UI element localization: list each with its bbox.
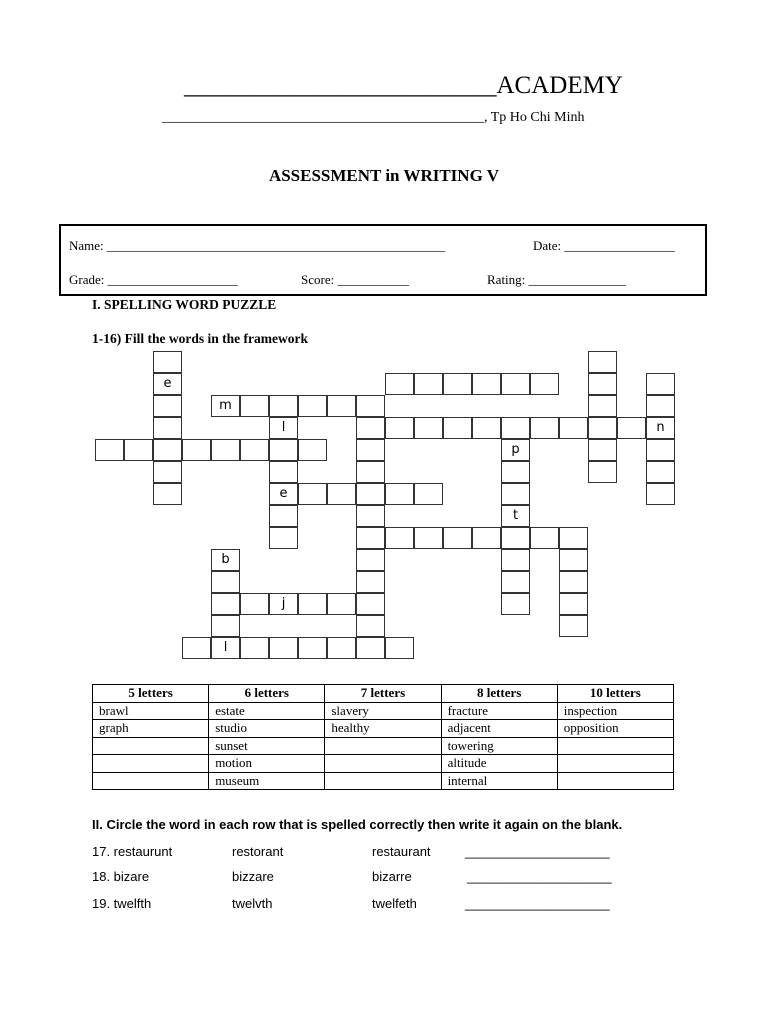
spelling-option[interactable]: 17. restaurunt (92, 844, 173, 859)
answer-blank[interactable]: ____________________ (465, 896, 610, 911)
word-bank-table (92, 684, 674, 790)
crossword-cell[interactable] (269, 527, 298, 549)
spelling-option[interactable]: twelvth (232, 896, 273, 911)
word-cell (93, 737, 209, 755)
word-cell: inspection (557, 702, 673, 720)
crossword-cell-given: e (153, 373, 182, 395)
spelling-option[interactable]: 18. bizare (92, 869, 150, 884)
crossword-cell[interactable] (356, 549, 385, 571)
crossword-cell[interactable] (269, 637, 298, 659)
spelling-option[interactable]: twelfeth (372, 896, 417, 911)
crossword-cell[interactable] (588, 351, 617, 373)
crossword-cell[interactable] (501, 461, 530, 483)
crossword-cell[interactable] (414, 527, 443, 549)
word-cell: museum (209, 772, 325, 790)
crossword-cell[interactable] (385, 637, 414, 659)
word-cell: towering (441, 737, 557, 755)
crossword-cell[interactable] (153, 483, 182, 505)
crossword-cell[interactable] (153, 351, 182, 373)
word-cell: slavery (325, 702, 441, 720)
crossword-cell[interactable] (530, 417, 559, 439)
crossword-cell[interactable] (385, 373, 414, 395)
crossword-cell[interactable] (559, 593, 588, 615)
crossword-cell-given: j (269, 593, 298, 615)
crossword-cell[interactable] (385, 417, 414, 439)
crossword-cell[interactable] (327, 395, 356, 417)
crossword-cell[interactable] (153, 461, 182, 483)
crossword-cell[interactable] (501, 483, 530, 505)
student-info-box (59, 224, 707, 296)
date-field[interactable]: Date: _________________ (533, 238, 675, 253)
crossword-cell[interactable] (559, 549, 588, 571)
word-cell: fracture (441, 702, 557, 720)
crossword-cell[interactable] (240, 439, 269, 461)
crossword-cell[interactable] (211, 439, 240, 461)
table-row (93, 772, 674, 790)
crossword-cell[interactable] (501, 593, 530, 615)
crossword-cell[interactable] (153, 395, 182, 417)
crossword-cell[interactable] (269, 461, 298, 483)
score-field[interactable]: Score: ___________ (301, 272, 409, 287)
crossword-cell[interactable] (443, 527, 472, 549)
crossword-cell[interactable] (356, 395, 385, 417)
word-cell: sunset (209, 737, 325, 755)
word-cell (557, 755, 673, 773)
crossword-cell[interactable] (530, 373, 559, 395)
crossword-cell[interactable] (588, 461, 617, 483)
crossword-cell[interactable] (182, 439, 211, 461)
crossword-cell[interactable] (240, 637, 269, 659)
crossword-cell[interactable] (414, 417, 443, 439)
table-row (93, 720, 674, 738)
word-bank-header: 7 letters (325, 685, 441, 703)
word-cell: altitude (441, 755, 557, 773)
word-cell: studio (209, 720, 325, 738)
crossword-cell[interactable] (588, 439, 617, 461)
crossword-cell[interactable] (559, 527, 588, 549)
spelling-option[interactable]: restorant (232, 844, 284, 859)
crossword-cell-given: l (269, 417, 298, 439)
crossword-cell[interactable] (124, 439, 153, 461)
word-bank-header-row (93, 685, 674, 703)
word-cell: opposition (557, 720, 673, 738)
crossword-cell[interactable] (646, 395, 675, 417)
crossword-cell[interactable] (646, 373, 675, 395)
grade-field[interactable]: Grade: ____________________ (69, 272, 238, 287)
crossword-cell[interactable] (182, 637, 211, 659)
crossword-cell[interactable] (472, 417, 501, 439)
section-1-heading: I. SPELLING WORD PUZZLE (92, 297, 277, 312)
crossword-cell[interactable] (211, 593, 240, 615)
crossword-cell[interactable] (356, 461, 385, 483)
answer-blank[interactable]: ____________________ (465, 844, 610, 859)
crossword-cell-given: e (269, 483, 298, 505)
word-cell: healthy (325, 720, 441, 738)
crossword-cell[interactable] (559, 571, 588, 593)
word-cell (93, 755, 209, 773)
section-2-heading: II. Circle the word in each row that is spelled correctly then write it again on the blank. (92, 817, 623, 832)
crossword-cell[interactable] (356, 527, 385, 549)
table-row (93, 702, 674, 720)
crossword-cell[interactable] (211, 571, 240, 593)
word-bank-header: 8 letters (441, 685, 557, 703)
word-cell (325, 772, 441, 790)
crossword-cell-given: n (646, 417, 675, 439)
crossword-cell[interactable] (617, 417, 646, 439)
crossword-cell[interactable] (356, 439, 385, 461)
crossword-cell-given: t (501, 505, 530, 527)
crossword-cell[interactable] (414, 483, 443, 505)
crossword-cell[interactable] (298, 637, 327, 659)
word-cell (557, 737, 673, 755)
crossword-cell[interactable] (269, 505, 298, 527)
crossword-cell[interactable] (240, 395, 269, 417)
assessment-title: ASSESSMENT in WRITING V (268, 166, 500, 185)
spelling-option[interactable]: bizarre (372, 869, 412, 884)
word-cell: internal (441, 772, 557, 790)
crossword-cell[interactable] (269, 395, 298, 417)
crossword-cell[interactable] (356, 593, 385, 615)
crossword-cell[interactable] (501, 417, 530, 439)
crossword-cell[interactable] (356, 571, 385, 593)
spelling-option[interactable]: 19. twelfth (92, 896, 152, 911)
crossword-cell[interactable] (588, 373, 617, 395)
crossword-cell[interactable] (385, 527, 414, 549)
crossword-cell[interactable] (414, 373, 443, 395)
crossword-cell[interactable] (559, 615, 588, 637)
crossword-cell[interactable] (298, 395, 327, 417)
word-bank-header: 5 letters (93, 685, 209, 703)
crossword-cell[interactable] (501, 549, 530, 571)
crossword-cell[interactable] (385, 483, 414, 505)
crossword-cell[interactable] (646, 461, 675, 483)
crossword-cell[interactable] (443, 373, 472, 395)
word-cell: graph (93, 720, 209, 738)
crossword-cell[interactable] (588, 395, 617, 417)
table-row (93, 755, 674, 773)
crossword-cell[interactable] (501, 571, 530, 593)
word-cell (557, 772, 673, 790)
name-field[interactable]: Name: ____________________________________________________ (69, 238, 445, 253)
table-row (93, 737, 674, 755)
crossword-cell[interactable] (501, 527, 530, 549)
crossword-cell[interactable] (501, 373, 530, 395)
crossword-cell[interactable] (356, 505, 385, 527)
crossword-cell[interactable] (240, 593, 269, 615)
crossword-cell[interactable] (356, 483, 385, 505)
word-cell: motion (209, 755, 325, 773)
crossword-cell[interactable] (646, 483, 675, 505)
word-cell: estate (209, 702, 325, 720)
crossword-cell[interactable] (356, 615, 385, 637)
crossword-cell[interactable] (472, 527, 501, 549)
word-cell (325, 737, 441, 755)
spelling-option[interactable]: bizzare (232, 869, 274, 884)
crossword-cell-given: l (211, 637, 240, 659)
crossword-cell[interactable] (211, 615, 240, 637)
crossword-cell[interactable] (472, 373, 501, 395)
crossword-cell-given: b (211, 549, 240, 571)
crossword-cell-given: p (501, 439, 530, 461)
crossword-cell[interactable] (298, 593, 327, 615)
crossword-cell[interactable] (356, 637, 385, 659)
rating-field[interactable]: Rating: _______________ (487, 272, 627, 287)
word-bank-header: 10 letters (557, 685, 673, 703)
crossword-cell[interactable] (356, 417, 385, 439)
crossword-cell[interactable] (269, 439, 298, 461)
word-cell (325, 755, 441, 773)
crossword-cell[interactable] (153, 417, 182, 439)
crossword-cell[interactable] (298, 483, 327, 505)
word-cell: brawl (93, 702, 209, 720)
crossword-cell[interactable] (646, 439, 675, 461)
crossword-cell[interactable] (95, 439, 124, 461)
crossword-cell[interactable] (588, 417, 617, 439)
word-cell: adjacent (441, 720, 557, 738)
crossword-cell[interactable] (559, 417, 588, 439)
crossword-cell[interactable] (153, 439, 182, 461)
crossword-cell[interactable] (298, 439, 327, 461)
crossword-cell[interactable] (327, 483, 356, 505)
section-1-instruction: 1-16) Fill the words in the framework (92, 331, 308, 346)
academy-location: ______________________________________________, Tp Ho Chi Minh (162, 110, 585, 125)
word-bank-header: 6 letters (209, 685, 325, 703)
crossword-cell[interactable] (327, 593, 356, 615)
crossword-cell[interactable] (327, 637, 356, 659)
crossword-cell[interactable] (530, 527, 559, 549)
academy-title: _________________________ACADEMY (184, 72, 623, 99)
crossword-cell-given: m (211, 395, 240, 417)
word-cell (93, 772, 209, 790)
crossword-cell[interactable] (443, 417, 472, 439)
spelling-option[interactable]: restaurant (372, 844, 431, 859)
answer-blank[interactable]: ____________________ (467, 869, 612, 884)
